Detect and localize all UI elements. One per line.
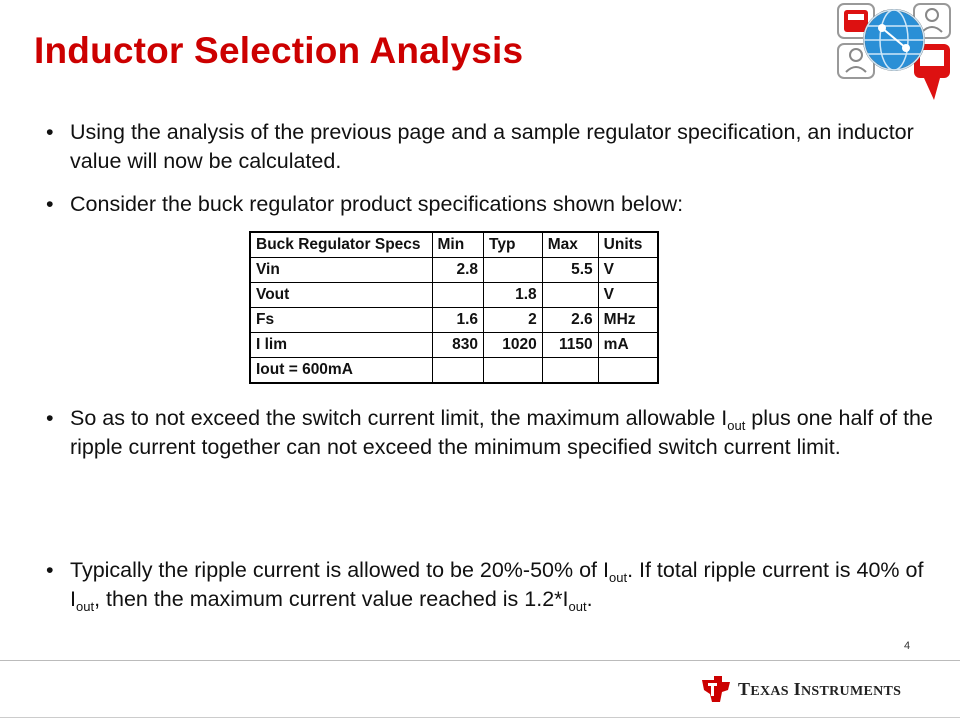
text-run: So as to not exceed the switch current limit, the maximum allowable I <box>70 406 728 430</box>
bullet-text: Using the analysis of the previous page and a sample regulator specification, an inductor value will now be calculated. <box>70 120 914 173</box>
bullet-dot: • <box>46 558 54 582</box>
spec-table <box>249 231 659 384</box>
bullet-dot: • <box>46 120 54 144</box>
table-cell: Vin <box>250 258 432 283</box>
table-header-cell: Buck Regulator Specs <box>250 232 432 258</box>
table-cell <box>432 358 484 384</box>
bullet-item <box>46 118 926 176</box>
bullet-item <box>46 404 950 462</box>
table-cell: 2 <box>484 308 543 333</box>
table-header-cell: Min <box>432 232 484 258</box>
table-cell: 1020 <box>484 333 543 358</box>
brand-name <box>738 679 901 700</box>
text-run: Typically the ripple current is allowed to be 20%-50% of I <box>70 558 609 582</box>
bullet-text <box>70 558 924 614</box>
text-run: . If total ripple current is 40% of I <box>70 558 924 611</box>
table-cell <box>542 283 598 308</box>
brand-word-rest: EXAS <box>750 684 789 699</box>
page-number: 4 <box>904 640 911 652</box>
table-row <box>250 258 658 283</box>
brand-letter: T <box>738 679 751 699</box>
table-cell: I lim <box>250 333 432 358</box>
table-cell: Fs <box>250 308 432 333</box>
bullet-list <box>46 118 926 219</box>
subscript: out <box>568 599 587 614</box>
table-row <box>250 283 658 308</box>
table-cell: 2.8 <box>432 258 484 283</box>
brand-letter: I <box>793 679 801 699</box>
table-cell: 1150 <box>542 333 598 358</box>
table-cell: 1.6 <box>432 308 484 333</box>
spec-table-container <box>249 231 659 395</box>
table-row <box>250 358 658 384</box>
table-cell <box>484 358 543 384</box>
text-run: , then the maximum current value reached is 1.2*I <box>94 587 569 611</box>
table-cell: 2.6 <box>542 308 598 333</box>
bullet-text <box>70 406 933 459</box>
table-cell: MHz <box>598 308 658 333</box>
bullet-item <box>46 556 950 614</box>
bullet-dot: • <box>46 406 54 430</box>
bullet-item <box>46 190 926 219</box>
table-cell <box>542 358 598 384</box>
bullet-dot: • <box>46 192 54 216</box>
table-cell: 1.8 <box>484 283 543 308</box>
table-row <box>250 308 658 333</box>
network-globe-icon <box>830 0 960 105</box>
table-cell <box>484 258 543 283</box>
table-header-row <box>250 232 658 258</box>
table-cell <box>598 358 658 384</box>
table-cell: 5.5 <box>542 258 598 283</box>
table-cell: V <box>598 283 658 308</box>
table-cell: Vout <box>250 283 432 308</box>
table-header-cell: Max <box>542 232 598 258</box>
subscript: out <box>608 570 628 585</box>
text-run: plus one half of the ripple current together can not exceed the minimum specified switch current limit. <box>70 406 933 459</box>
table-cell: V <box>598 258 658 283</box>
ti-logo-icon <box>700 674 732 704</box>
table-header-cell: Typ <box>484 232 543 258</box>
table-cell: mA <box>598 333 658 358</box>
bullet-text: Consider the buck regulator product specifications shown below: <box>70 192 684 216</box>
subscript: out <box>727 418 746 433</box>
slide-title: Inductor Selection Analysis <box>34 30 524 71</box>
table-cell <box>432 283 484 308</box>
table-cell: Iout = 600mA <box>250 358 432 384</box>
text-run: . <box>586 587 593 611</box>
table-header-cell: Units <box>598 232 658 258</box>
subscript: out <box>75 599 95 614</box>
table-cell: 830 <box>432 333 484 358</box>
brand-word-rest: NSTRUMENTS <box>800 684 902 699</box>
table-row <box>250 333 658 358</box>
